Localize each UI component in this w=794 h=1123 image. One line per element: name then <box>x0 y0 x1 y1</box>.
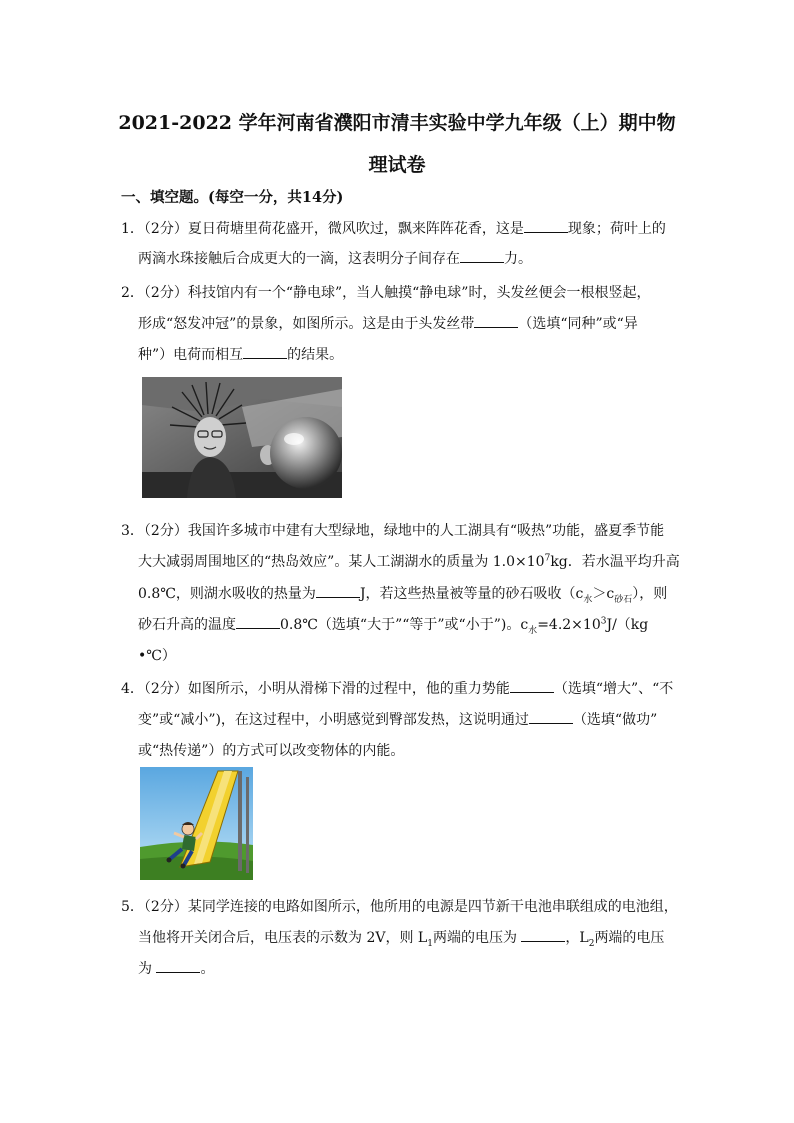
q1-text: 1．（2分）夏日荷塘里荷花盛开，微风吹过，飘来阵阵花香，这是 <box>121 221 524 237</box>
q5-text: 两端的电压为 <box>432 930 517 946</box>
static-ball-photo <box>142 377 342 498</box>
q3-text: ），则 <box>632 586 668 602</box>
answer-blank <box>529 711 573 724</box>
q3-text: J，若这些热量被等量的砂石吸收（c <box>359 586 584 602</box>
q3-text: ＞c <box>592 586 615 602</box>
q3-text: 0.8℃（选填“大于”“等于”或“小于”)。c <box>280 617 529 633</box>
answer-blank <box>510 680 554 693</box>
q2-line3 <box>138 344 343 364</box>
q5-subscript: 2 <box>588 938 595 949</box>
q3-line1: 3．（2分）我国许多城市中建有大型绿地，绿地中的人工湖具有“吸热”功能，盛夏季节能 <box>121 523 665 539</box>
q5-text: 为 <box>138 961 152 977</box>
answer-blank <box>243 346 287 359</box>
q4-text: （选填“增大”、“不 <box>553 681 674 697</box>
q4-line1 <box>121 678 673 698</box>
answer-blank <box>156 960 200 973</box>
q5-text: ，L <box>565 930 589 946</box>
answer-blank <box>521 929 565 942</box>
q3-text: J/（kg <box>606 617 649 633</box>
q3-text: kg．若水温平均升高 <box>550 554 680 570</box>
q3-exponent: 3 <box>600 616 607 627</box>
q2-text: 种”）电荷而相互 <box>138 347 244 363</box>
q4-line2 <box>138 709 657 729</box>
q3-line5: •℃） <box>138 648 176 664</box>
q1-line2 <box>138 248 532 268</box>
q3-text: 砂石升高的温度 <box>138 617 236 633</box>
q3-text: 0.8℃，则湖水吸收的热量为 <box>138 586 316 602</box>
q4-text: 变”或“减小”)，在这过程中，小明感觉到臀部发热，这说明通过 <box>138 712 529 728</box>
q4-text: 4．（2分）如图所示，小明从滑梯下滑的过程中，他的重力势能 <box>121 681 510 697</box>
q2-text: （选填“同种”或“异 <box>518 316 638 332</box>
q5-text: 两端的电压 <box>594 930 665 946</box>
q5-subscript: 1 <box>427 938 433 949</box>
q3-text: =4.2×10 <box>537 617 601 633</box>
answer-blank <box>316 585 360 598</box>
q3-line2 <box>138 551 680 571</box>
q3-subscript: 水 <box>583 594 593 605</box>
q3-subscript: 砂石 <box>614 594 633 605</box>
answer-blank <box>236 616 280 629</box>
answer-blank <box>474 315 518 328</box>
answer-blank <box>460 250 504 263</box>
q4-text: （选填“做功” <box>572 712 658 728</box>
answer-blank <box>524 220 568 233</box>
q1-text: 力。 <box>504 251 532 267</box>
q2-text: 的结果。 <box>287 347 344 363</box>
q3-text: 大大减弱周围地区的“热岛效应”。某人工湖湖水的质量为 1.0×10 <box>138 554 545 570</box>
q4-line3: 或“热传递”）的方式可以改变物体的内能。 <box>138 743 405 759</box>
section-heading-fill-blank: 一、填空题。(每空一分，共14分) <box>121 189 344 206</box>
q5-line1: 5．（2分）某同学连接的电路如图所示，他所用的电源是四节新干电池串联组成的电池组， <box>121 899 678 915</box>
q5-line2 <box>138 927 664 949</box>
exam-title-line2: 理试卷 <box>368 154 426 176</box>
q2-text: 形成“怒发冲冠”的景象，如图所示。这是由于头发丝带 <box>138 316 475 332</box>
q5-text: 。 <box>200 961 215 977</box>
q1-line1 <box>121 218 666 238</box>
exam-title-line1: 2021-2022 学年河南省濮阳市清丰实验中学九年级（上）期中物 <box>118 112 676 134</box>
q2-line2 <box>138 313 638 333</box>
q3-line4 <box>138 614 648 636</box>
q3-line3 <box>138 583 667 605</box>
q5-line3 <box>138 958 214 978</box>
q5-text: 当他将开关闭合后，电压表的示数为 2V，则 L <box>138 930 428 946</box>
slide-illustration <box>140 767 253 880</box>
q1-text: 两滴水珠接触后合成更大的一滴，这表明分子间存在 <box>138 251 460 267</box>
q3-subscript: 水 <box>528 625 538 636</box>
q2-line1: 2．（2分）科技馆内有一个“静电球”，当人触摸“静电球”时，头发丝便会一根根竖起， <box>121 285 651 301</box>
q1-text: 现象；荷叶上的 <box>567 221 666 237</box>
q3-exponent: 7 <box>544 553 551 564</box>
